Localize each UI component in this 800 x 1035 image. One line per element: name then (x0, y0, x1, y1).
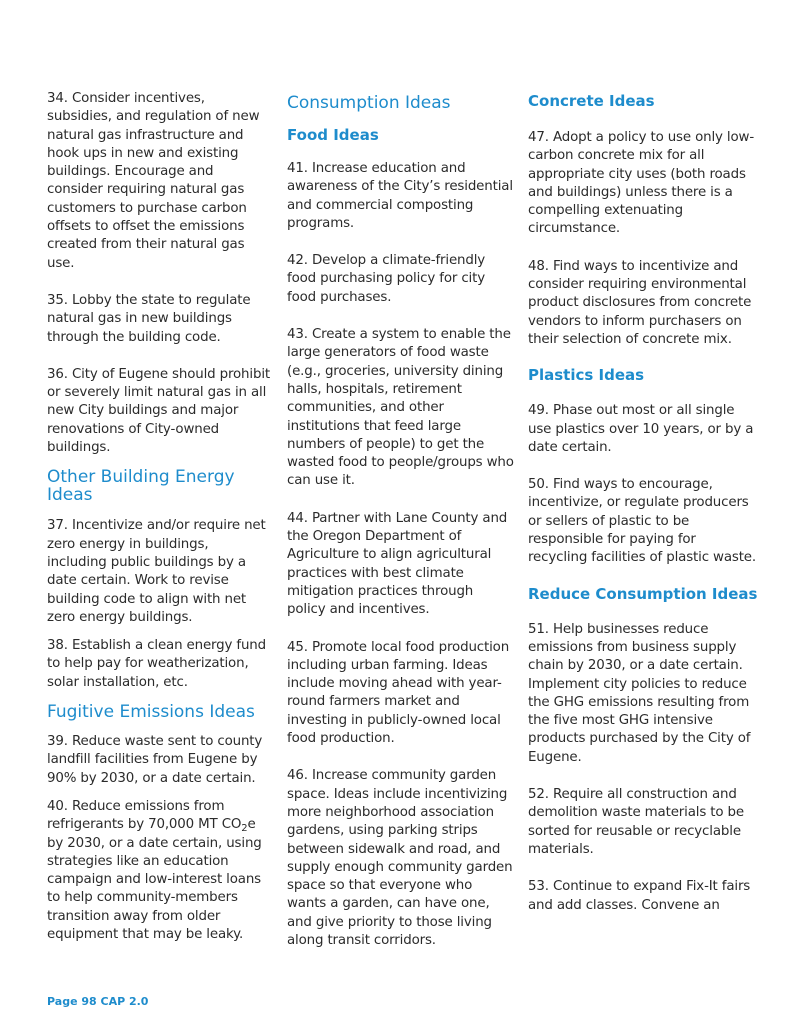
heading-concrete-ideas: Concrete Ideas (528, 92, 655, 110)
idea-43: 43. Create a system to enable the large generators of food waste (e.g., groceries, university dining halls, hospitals, retirement communities, and other institutions that feed large numbers of people) to get the wasted food to people/groups who can use it. (287, 327, 514, 489)
heading-reduce-consumption-ideas: Reduce Consumption Ideas (528, 584, 758, 603)
heading-plastics-ideas: Plastics Ideas (528, 366, 645, 385)
idea-46: 46. Increase community garden space. Ideas include incentivizing more neighborhood association gardens, using parking strips between sidewalk and road, and supply enough community garden space so that everyone who wants a garden, can have one, and give priority to those living along transit corridors. (287, 768, 513, 948)
idea-37: 37. Incentivize and/or require net zero energy in buildings, including public buildings by a date certain. Work to revise building code to align with net zero energy buildings. (47, 518, 266, 625)
idea-40-part1: 40. Reduce emissions from refrigerants by 70,000 MT CO (47, 798, 242, 833)
heading-other-building-energy: Other Building Energy Ideas (47, 467, 235, 506)
heading-food-ideas: Food Ideas (287, 126, 379, 144)
idea-39: 39. Reduce waste sent to county landfill facilities from Eugene by 90% by 2030, or a date certain. (47, 734, 263, 786)
idea-53: 53. Continue to expand Fix-It fairs and add classes. Convene an (528, 879, 751, 913)
heading-consumption-ideas: Consumption Ideas (287, 93, 451, 113)
co2-subscript: 2 (241, 823, 248, 835)
idea-36: 36. City of Eugene should prohibit or severely limit natural gas in all new City buildings and major renovations of City-owned buildings. (47, 366, 270, 456)
idea-50: 50. Find ways to encourage, incentivize, or regulate producers or sellers of plastic to be responsible for paying for recycling facilities of plastic waste. (528, 477, 757, 566)
idea-40-part2: e by 2030, or a date certain, using strategies like an education campaign and low-interest loans to help community-members transition away from older equipment that may be leaky. (47, 817, 262, 942)
idea-48: 48. Find ways to incentivize and consider requiring environmental product disclosures from concrete vendors to inform purchasers on their selection of concrete mix. (528, 258, 752, 347)
idea-52: 52. Require all construction and demolition waste materials to be sorted for reusable or recyclable materials. (528, 787, 744, 857)
idea-45: 45. Promote local food production including urban farming. Ideas include moving ahead with year-round farmers market and investing in publicly-owned local food production. (287, 639, 510, 747)
idea-51: 51. Help businesses reduce emissions from business supply chain by 2030, or a date certain. Implement city policies to reduce the GHG emissions resulting from the five most GHG intensive products purchased by the City of Eugene. (528, 621, 751, 765)
column-left (47, 90, 272, 944)
idea-47: 47. Adopt a policy to use only low-carbon concrete mix for all appropriate city uses (both roads and buildings) unless there is a compelling extenuating circumstance. (528, 130, 755, 237)
idea-40 (47, 798, 272, 944)
idea-38: 38. Establish a clean energy fund to help pay for weatherization, solar installation, etc. (47, 638, 266, 690)
idea-49: 49. Phase out most or all single use plastics over 10 years, or by a date certain. (528, 403, 754, 455)
idea-44: 44. Partner with Lane County and the Oregon Department of Agriculture to align agricultural practices with best climate mitigation practices through policy and incentives. (287, 510, 508, 618)
page-footer: Page 98 CAP 2.0 (47, 995, 149, 1008)
column-right (528, 90, 758, 915)
idea-41: 41. Increase education and awareness of the City’s residential and commercial composting programs. (287, 161, 513, 231)
heading-fugitive-emissions: Fugitive Emissions Ideas (47, 702, 255, 723)
idea-35: 35. Lobby the state to regulate natural gas in new buildings through the building code. (47, 292, 251, 345)
idea-42: 42. Develop a climate-friendly food purchasing policy for city food purchases. (287, 253, 486, 305)
column-middle (287, 90, 515, 950)
idea-34: 34. Consider incentives, subsidies, and regulation of new natural gas infrastructure and hook ups in new and existing buildings. Encourage and consider requiring natural gas customers to purchase carbon offsets to offset the emissions created from their natural gas use. (47, 91, 260, 271)
